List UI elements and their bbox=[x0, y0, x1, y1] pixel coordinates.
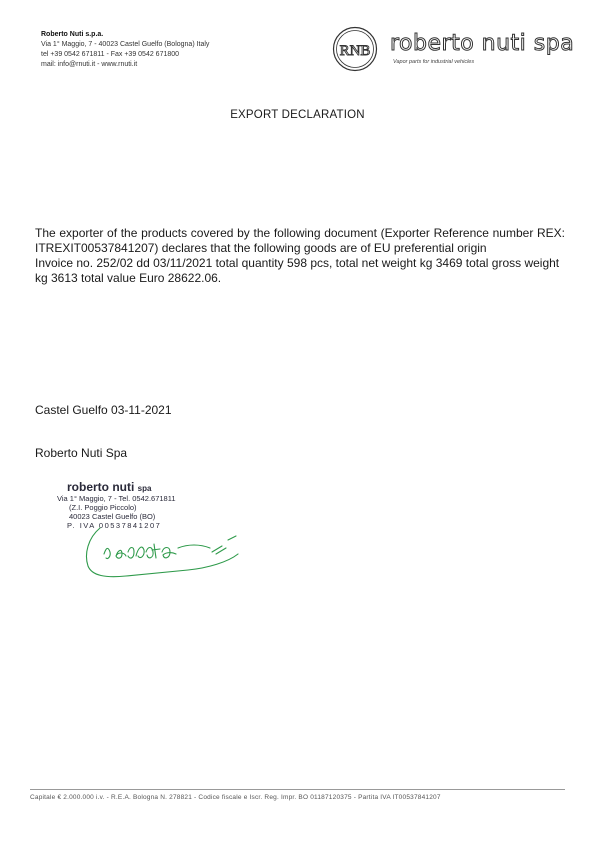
signer-name: Roberto Nuti Spa bbox=[35, 446, 128, 460]
company-logo-emblem bbox=[332, 26, 378, 72]
stamp-city: 40023 Castel Guelfo (BO) bbox=[69, 512, 156, 521]
declaration-paragraph: The exporter of the products covered by the following document (Exporter Reference number REX: ITREXIT00537841207) declares that the following goods are of EU preferential origin bbox=[35, 226, 565, 255]
company-address: Via 1° Maggio, 7 - 40023 Castel Guelfo (Bologna) Italy bbox=[41, 41, 210, 48]
company-contacts: mail: info@rnuti.it - www.rnuti.it bbox=[41, 61, 138, 68]
stamp-company-name bbox=[67, 480, 207, 494]
svg-text:RNB: RNB bbox=[339, 43, 371, 59]
declaration-body bbox=[35, 226, 565, 286]
company-phone: tel +39 0542 671811 - Fax +39 0542 671800 bbox=[41, 51, 180, 58]
invoice-details: Invoice no. 252/02 dd 03/11/2021 total quantity 598 pcs, total net weight kg 3469 total gross weight kg 3613 total value Euro 28622.06. bbox=[35, 256, 560, 285]
stamp-area: (Z.I. Poggio Piccolo) bbox=[69, 503, 137, 512]
company-name: Roberto Nuti s.p.a. bbox=[41, 31, 104, 38]
stamp-name: roberto nuti bbox=[67, 480, 135, 494]
place-and-date: Castel Guelfo 03-11-2021 bbox=[35, 403, 172, 417]
legal-footer: Capitale € 2.000.000 i.v. - R.E.A. Bologna N. 278821 - Codice fiscale e Iscr. Reg. Impr. BO 01187120375 - Partita IVA IT00537841207 bbox=[30, 794, 441, 801]
stamp-name-suffix: spa bbox=[137, 484, 152, 493]
stamp-vat: P. IVA 00537841207 bbox=[67, 521, 162, 530]
company-info bbox=[41, 30, 209, 70]
handwritten-signature bbox=[78, 522, 248, 580]
company-logo-wordmark: roberto nuti spa bbox=[390, 31, 575, 56]
stamp-address: Via 1° Maggio, 7 - Tel. 0542.671811 bbox=[57, 494, 176, 503]
footer-divider bbox=[30, 789, 565, 790]
company-logo-tagline: Vapor parts for industrial vehicles bbox=[393, 59, 475, 65]
document-title: EXPORT DECLARATION bbox=[230, 109, 365, 121]
